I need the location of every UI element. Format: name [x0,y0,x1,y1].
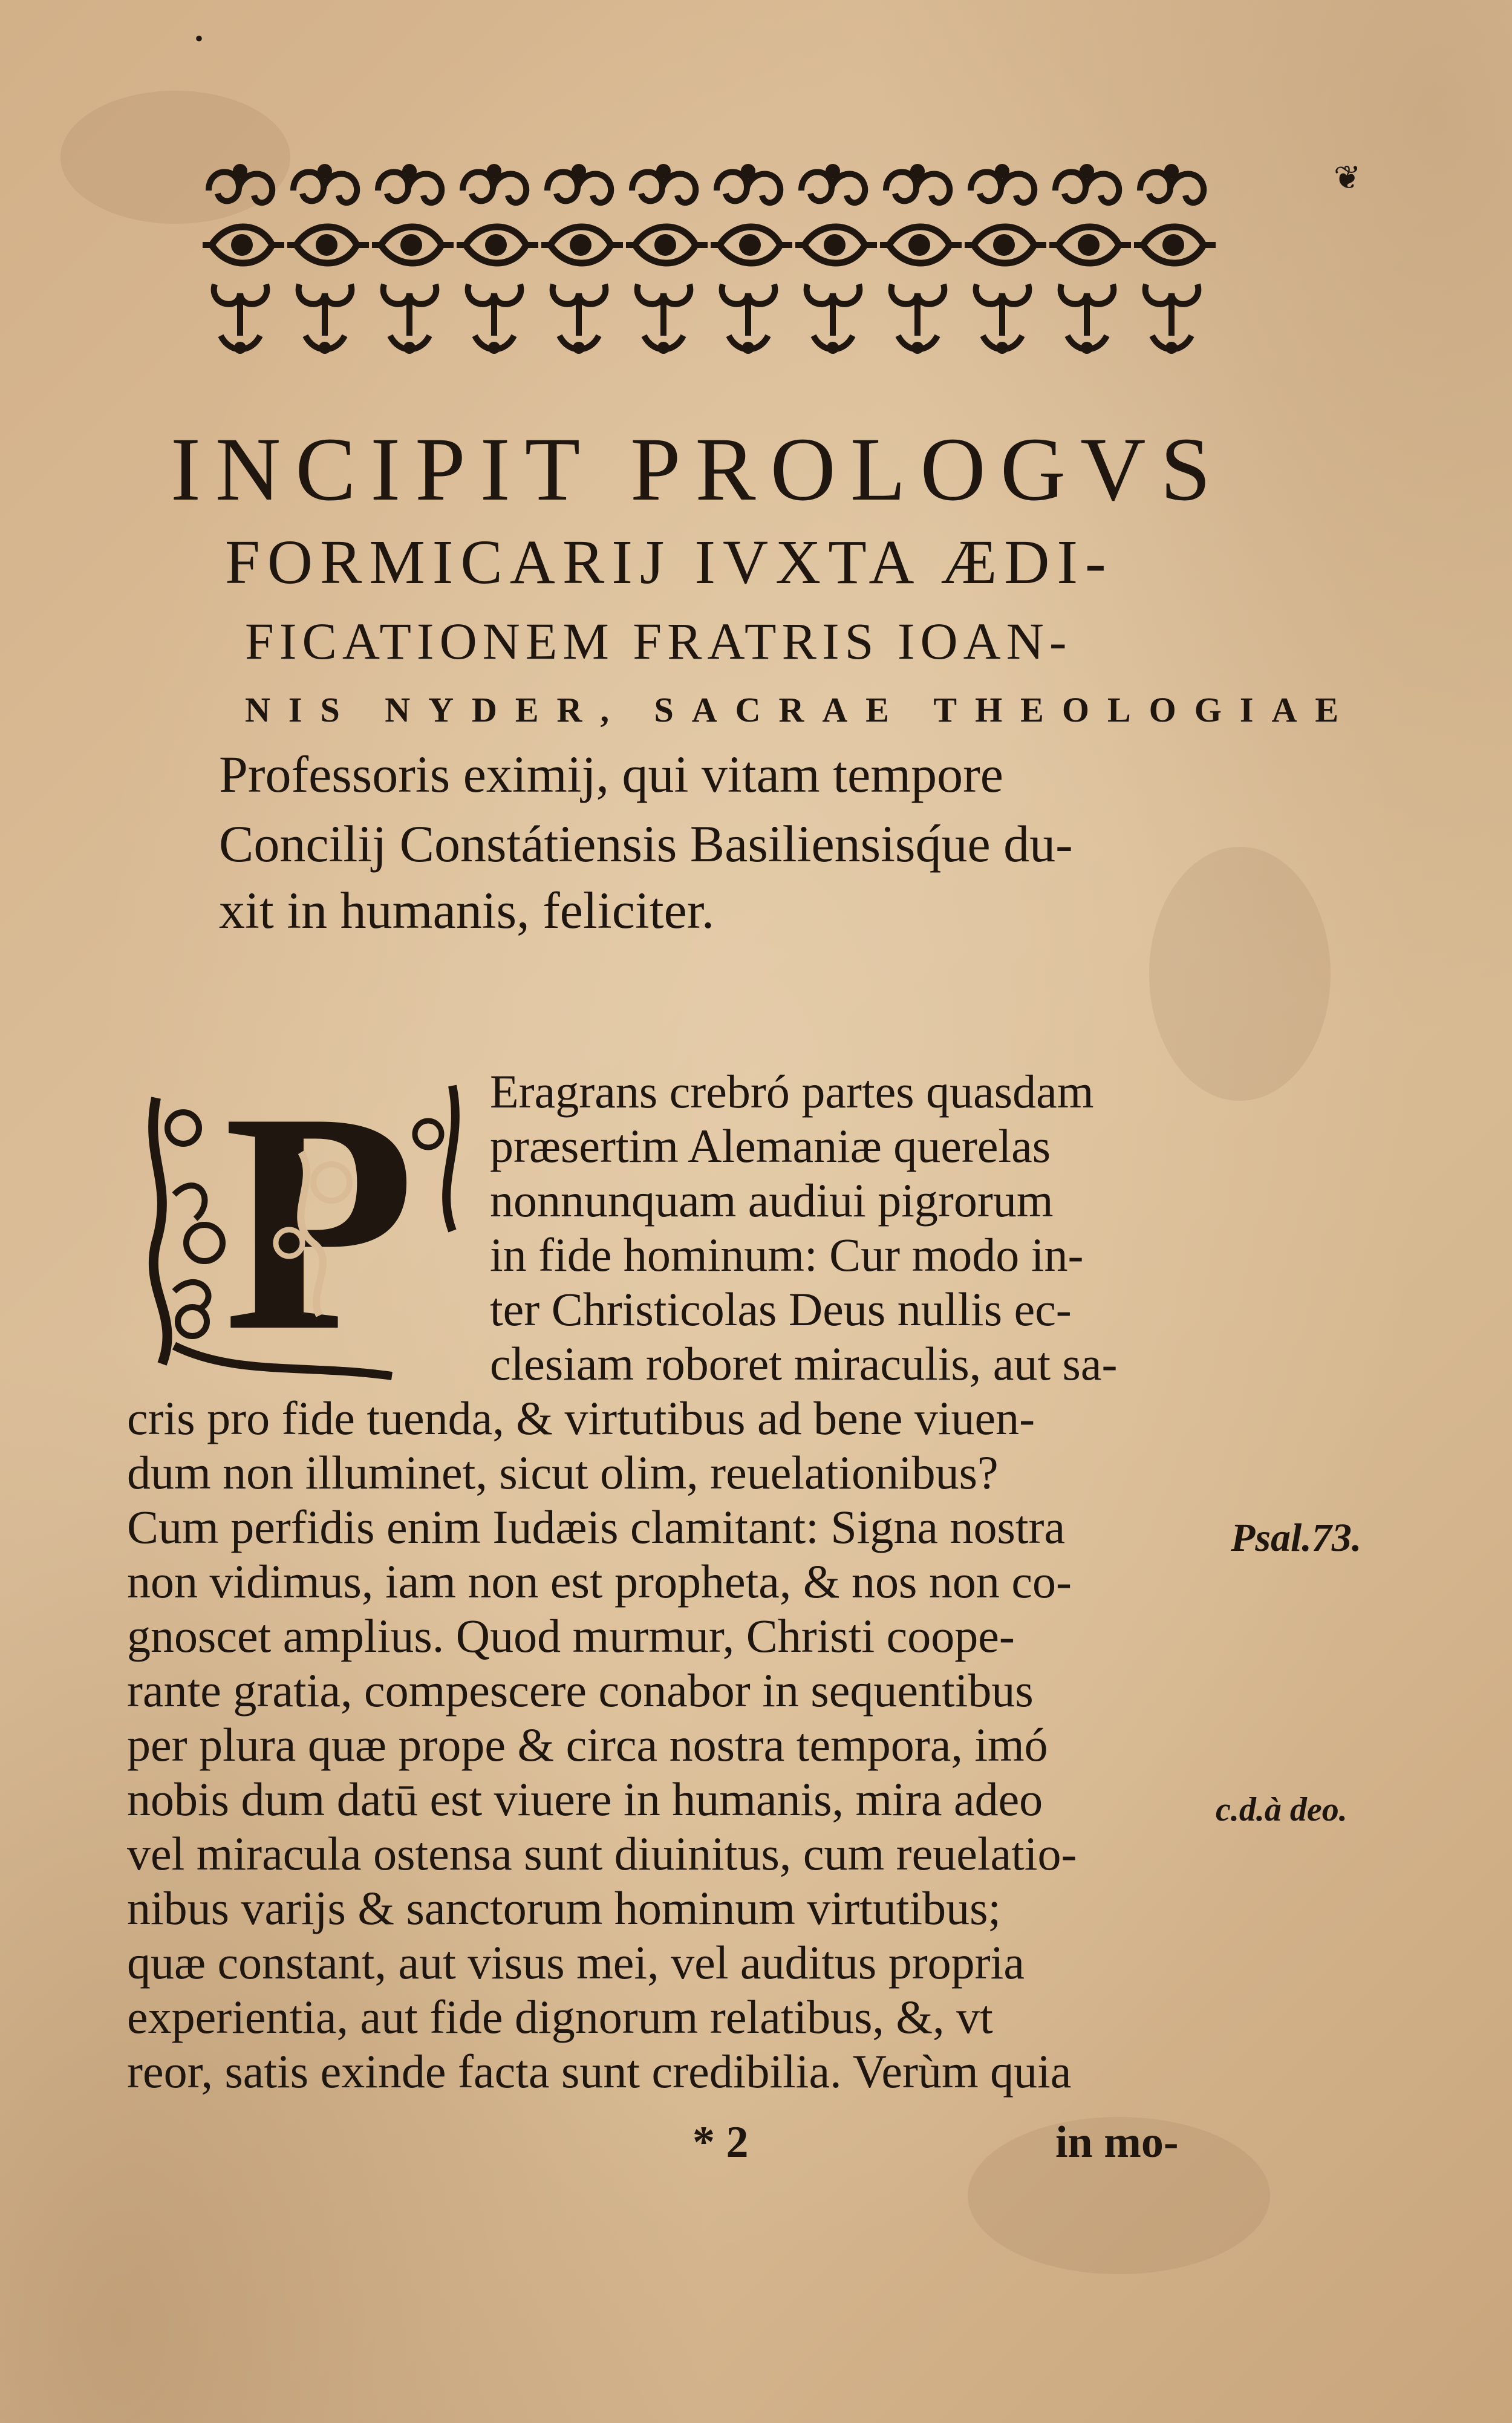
body-line: quæ constant, aut visus mei, vel auditus propria [127,1936,1025,1989]
ink-mark: ❦ [1334,160,1361,196]
signature-mark: * 2 [692,2118,749,2167]
body-line: cris pro fide tuenda, & virtutibus ad bene viuen- [127,1392,1035,1444]
body-line: reor, satis exinde facta sunt credibilia. Verùm quia [127,2045,1072,2098]
body-line: Cum perfidis enim Iudæis clamitant: Signa nostra [127,1501,1066,1553]
body-line: non vidimus, iam non est propheta, & nos non co- [127,1555,1072,1608]
margin-note-psalm: Psal.73. [1231,1516,1362,1560]
body-line: nonnunquam audiui pigrorum [490,1174,1054,1227]
heading-line-3: FICATIONEM FRATRIS IOAN- [245,612,1072,670]
body-line: experientia, aut fide dignorum relatibus, &, vt [127,1991,993,2043]
decorated-initial [138,1061,477,1388]
body-line: nobis dum datū est viuere in humanis, mira adeo [127,1773,1043,1825]
heading-line-5: Professoris eximij, qui vitam tempore [219,745,1003,803]
decorative-headpiece [197,148,1219,375]
body-line: clesiam roboret miraculis, aut sa- [490,1337,1118,1390]
heading-line-6: Concilij Constátiensis Basiliensisq́ue du- [219,815,1073,873]
body-line: in fide hominum: Cur modo in- [490,1228,1084,1281]
body-line: vel miracula ostensa sunt diuinitus, cum reuelatio- [127,1827,1077,1880]
body-line: dum non illuminet, sicut olim, reuelationibus? [127,1446,999,1499]
catchword: in mo- [1055,2118,1179,2167]
body-line: rante gratia, compescere conabor in sequentibus [127,1664,1034,1717]
initial-letter: P [223,1061,415,1388]
heading-line-7: xit in humanis, feliciter. [219,881,715,939]
body-line: gnoscet amplius. Quod murmur, Christi coope- [127,1609,1015,1662]
body-line: ter Christicolas Deus nullis ec- [490,1283,1072,1335]
heading-line-2: FORMICARIJ IVXTA ÆDI- [225,527,1113,597]
heading-line-1: INCIPIT PROLOGVS [171,419,1225,520]
body-line: præsertim Alemaniæ querelas [490,1120,1051,1172]
margin-note-cda: c.d.à deo. [1216,1791,1347,1828]
body-line: Eragrans crebró partes quasdam [490,1065,1094,1118]
body-line: per plura quæ prope & circa nostra tempora, imó [127,1718,1048,1771]
ink-dot: • [195,25,204,52]
body-line: nibus varijs & sanctorum hominum virtutibus; [127,1882,1002,1934]
floral-initial-icon [138,1061,477,1388]
heading-line-4: NIS NYDER, SACRAE THEOLOGIAE [245,690,1357,729]
